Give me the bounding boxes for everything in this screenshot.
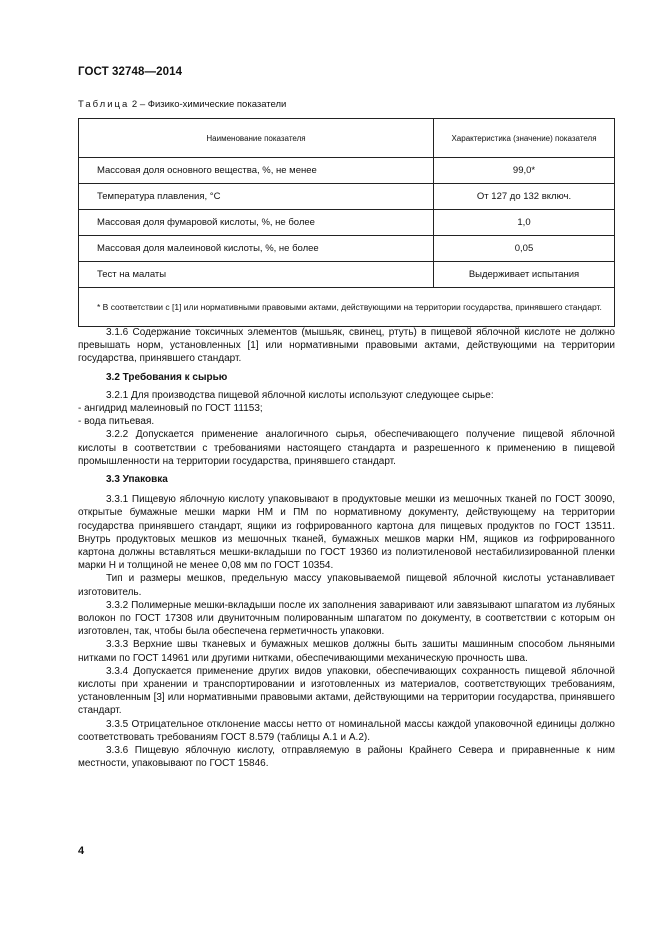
paragraph-3-3-1: 3.3.1 Пищевую яблочную кислоту упаковывают в продуктовые мешки из мешочных тканей по ГОСТ 30090, открытые бумажные мешки марки НМ и ПМ по нормативному документу, действующему на территории государства принявшего стандарт, ящики из гофрированного картона для пищевых продуктов по ГОСТ 13511. Внутрь продуктовых мешков из мешочных тканей, бумажных мешков марки НМ, ящиков из гофрированного картона должны вставляться мешки-вкладыши по ГОСТ 19360 из полиэтиленовой нестабилизированной пленки марки Н и толщиной не менее 0,08 мм по ГОСТ 10354. — [78, 494, 615, 572]
row-value: От 127 до 132 включ. — [434, 184, 615, 210]
physico-chemical-table — [78, 118, 615, 327]
row-name: Массовая доля малеиновой кислоты, %, не более — [79, 236, 434, 262]
column-header-value: Характеристика (значение) показателя — [434, 119, 615, 158]
row-name: Массовая доля основного вещества, %, не менее — [79, 158, 434, 184]
paragraph-3-3-4: 3.3.4 Допускается применение других видов упаковки, обеспечивающих сохранность пищевой яблочной кислоты при хранении и транспортировании и изготовленных из материалов, соответствующих требованиям, установленным [3] или нормативными правовыми актами, действующими на территории государства, принявшего стандарт. — [78, 665, 615, 717]
row-value: Выдерживает испытания — [434, 262, 615, 288]
page-number: 4 — [78, 845, 85, 857]
paragraph-3-2-2: 3.2.2 Допускается применение аналогичного сырья, обеспечивающего получение пищевой яблочной кислоты в соответствии с требованиями настоящего стандарта и разрешенного к применению в пищевой промышленности на территории государства, принявшего стандарт. — [78, 429, 615, 467]
paragraph-3-1-6: 3.1.6 Содержание токсичных элементов (мышьяк, свинец, ртуть) в пищевой яблочной кислоте не должно превышать норм, установленных [1] или нормативными правовыми актами, действующими на территории государства, принявшего стандарт. — [78, 327, 615, 365]
table-row — [79, 184, 615, 210]
table-caption — [78, 99, 286, 110]
paragraph-3-3-6: 3.3.6 Пищевую яблочную кислоту, отправляемую в районы Крайнего Севера и приравненные к ним местности, упаковывают по ГОСТ 15846. — [78, 745, 615, 770]
section-heading-3-3: 3.3 Упаковка — [106, 474, 168, 486]
table-header-row — [79, 119, 615, 158]
table-row — [79, 262, 615, 288]
row-value: 0,05 — [434, 236, 615, 262]
table-footnote: * В соответствии с [1] или нормативными правовыми актами, действующими на территории государства, принявшего стандарт. — [79, 288, 615, 327]
row-name: Массовая доля фумаровой кислоты, %, не более — [79, 210, 434, 236]
table-row — [79, 236, 615, 262]
table-caption-title: 2 – Физико-химические показатели — [131, 99, 287, 110]
row-name: Тест на малаты — [79, 262, 434, 288]
row-value: 1,0 — [434, 210, 615, 236]
column-header-name: Наименование показателя — [79, 119, 434, 158]
section-heading-3-2: 3.2 Требования к сырью — [106, 371, 228, 383]
paragraph-3-3-2: 3.3.2 Полимерные мешки-вкладыши после их заполнения заваривают или завязывают шпагатом из лубяных волокон по ГОСТ 17308 или двуниточным полированным шпагатом по документу, в соответствии с которым он изготовлен, так, чтобы была обеспечена герметичность упаковки. — [78, 599, 615, 638]
table-footnote-row — [79, 288, 615, 327]
table-row — [79, 158, 615, 184]
list-item: - вода питьевая. — [78, 416, 155, 428]
document-header: ГОСТ 32748—2014 — [78, 66, 183, 78]
table-row — [79, 210, 615, 236]
paragraph-3-3-1-cont: Тип и размеры мешков, предельную массу упаковываемой пищевой яблочной кислоты устанавливает изготовитель. — [78, 573, 615, 598]
paragraph-3-2-1: 3.2.1 Для производства пищевой яблочной кислоты используют следующее сырье: — [106, 389, 494, 401]
paragraph-3-3-5: 3.3.5 Отрицательное отклонение массы нетто от номинальной массы каждой упаковочной единицы должно соответствовать требованиям ГОСТ 8.579 (таблицы А.1 и А.2). — [78, 718, 615, 743]
row-name: Температура плавления, °С — [79, 184, 434, 210]
document-body — [78, 326, 615, 771]
list-item: - ангидрид малеиновый по ГОСТ 11153; — [78, 403, 263, 415]
row-value: 99,0* — [434, 158, 615, 184]
table-caption-label: Таблица — [78, 99, 130, 110]
paragraph-3-3-3: 3.3.3 Верхние швы тканевых и бумажных мешков должны быть зашиты машинным способом льняными нитками по ГОСТ 14961 или другими нитками, обеспечивающими механическую прочность шва. — [78, 639, 615, 664]
